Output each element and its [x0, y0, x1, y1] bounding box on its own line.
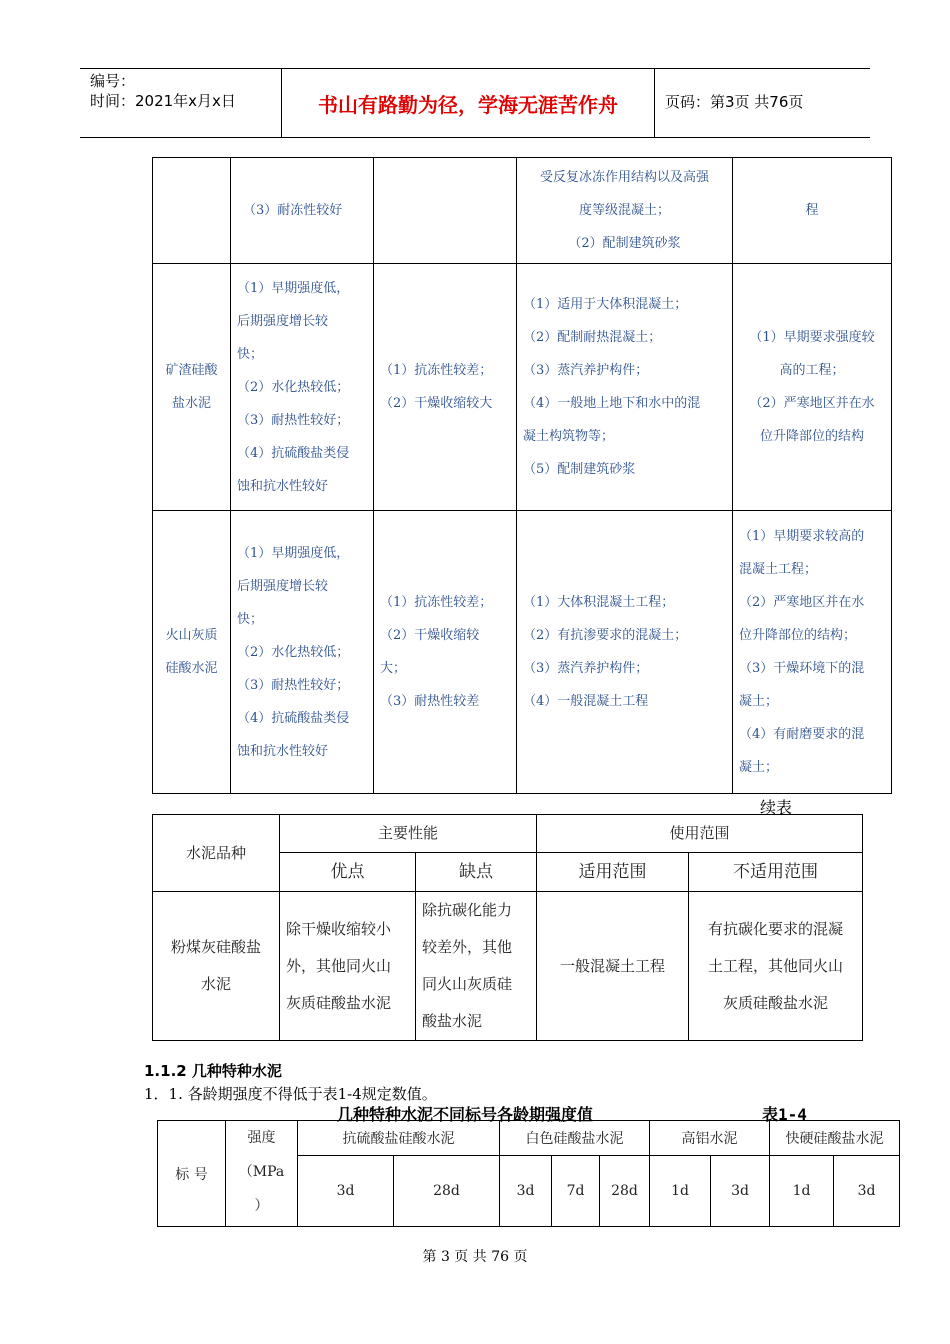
- header-page-info: 页码：第3页 共76页: [665, 93, 804, 111]
- cell-line: （2）干燥收缩较大: [380, 396, 493, 411]
- cement-name-cell: [153, 158, 231, 264]
- cell-line: 除干燥收缩较小: [286, 919, 392, 938]
- column-header-variety: 水泥品种: [153, 815, 280, 892]
- cell-line: （3）干燥环境下的混: [739, 661, 865, 676]
- cell-line: 矿渣硅酸: [165, 363, 218, 378]
- cell-line: 同火山灰质硅: [422, 975, 513, 993]
- cell-line: 较差外，其他: [422, 938, 513, 956]
- header-motto: 书山有路勤为径，学海无涯苦作舟: [318, 92, 618, 117]
- column-group-rapid-hardening: 快硬硅酸盐水泥: [770, 1121, 900, 1156]
- cell-line: （5）配制建筑砂浆: [523, 462, 636, 477]
- cell-line: （3）耐冻性较好: [243, 203, 343, 218]
- applicable-cell: [517, 511, 733, 794]
- column-header-disadvantages: 缺点: [416, 853, 537, 892]
- cell-line: 大；: [380, 661, 407, 676]
- age-header: 1d: [770, 1156, 834, 1227]
- header-meta: [90, 71, 236, 111]
- not-applicable-cell: [733, 158, 892, 264]
- cell-line: 凝土构筑物等；: [523, 429, 615, 444]
- cell-line: （2）有抗渗要求的混凝土；: [523, 628, 688, 643]
- cell-line: （3）耐热性较好；: [237, 677, 350, 693]
- cell-line: 凝土；: [739, 694, 779, 709]
- cell-line: （1）适用于大体积混凝土；: [523, 297, 688, 312]
- applicable-cell: [517, 158, 733, 264]
- cement-name-cell: [153, 511, 231, 794]
- cell-line: （4）有耐磨要求的混: [739, 727, 865, 742]
- cell-line: 强度: [247, 1130, 276, 1146]
- cell-line: 位升降部位的结构: [759, 429, 864, 444]
- cell-line: 后期强度增长较: [237, 313, 329, 329]
- cell-line: 火山灰质: [165, 628, 218, 643]
- cell-line: （MPa: [238, 1164, 285, 1180]
- cell-line: 程: [805, 203, 819, 218]
- table-row: [153, 892, 863, 1041]
- column-header-grade: 标 号: [158, 1121, 226, 1227]
- disadvantages-cell: [416, 892, 537, 1041]
- cell-line: （2）配制建筑砂浆: [568, 236, 681, 251]
- age-header: 3d: [500, 1156, 552, 1227]
- cell-line: （1）早期要求强度较: [749, 330, 875, 345]
- cell-line: 盐水泥: [171, 396, 211, 411]
- cell-line: 硅酸水泥: [165, 661, 218, 676]
- cell-line: 蚀和抗水性较好: [237, 743, 329, 759]
- cement-name-cell: [153, 892, 280, 1041]
- cell-line: （1）大体积混凝土工程；: [523, 595, 675, 610]
- cell-line: （1）抗冻性较差；: [380, 595, 493, 610]
- cell-line: （1）早期强度低，: [237, 280, 350, 296]
- cell-line: （4）一般混凝土工程: [523, 694, 649, 709]
- cell-line: （3）耐热性较好；: [237, 412, 350, 428]
- column-header-strength: [226, 1121, 298, 1227]
- page-header: [80, 68, 870, 138]
- cell-line: （2）严寒地区并在水: [739, 595, 865, 610]
- cell-line: （2）水化热较低；: [237, 644, 350, 660]
- cell-line: （2）水化热较低；: [237, 379, 350, 395]
- disadvantages-cell: [374, 511, 517, 794]
- cell-line: 快；: [237, 611, 264, 627]
- header-time-label: 时间：2021年x月x日: [90, 92, 236, 110]
- cell-line: （4）一般地上地下和水中的混: [523, 396, 701, 411]
- cell-line: 位升降部位的结构；: [739, 628, 857, 643]
- age-header: 3d: [711, 1156, 770, 1227]
- cell-line: （1）早期强度低，: [237, 545, 350, 561]
- cement-table-part2: [152, 814, 863, 1041]
- column-header-advantages: 优点: [280, 853, 416, 892]
- age-header: 7d: [552, 1156, 600, 1227]
- table-row: [153, 511, 892, 794]
- header-number-label: 编号：: [90, 72, 136, 90]
- table-number: 表1-4: [762, 1105, 807, 1124]
- table-header-row: [153, 815, 863, 853]
- page-footer: 第 3 页 共 76 页: [422, 1249, 528, 1265]
- cell-line: （2）干燥收缩较: [380, 628, 480, 643]
- cell-line: 粉煤灰硅酸盐: [170, 938, 261, 956]
- cell-line: （4）抗硫酸盐类侵: [237, 710, 350, 726]
- cell-line: 灰质硅酸盐水泥: [723, 993, 829, 1012]
- cell-line: （1）抗冻性较差；: [380, 363, 493, 378]
- cell-line: ）: [254, 1198, 269, 1214]
- column-group-white-cement: 白色硅酸盐水泥: [500, 1121, 650, 1156]
- age-header: 3d: [298, 1156, 394, 1227]
- advantages-cell: [231, 264, 374, 511]
- advantages-cell: [231, 511, 374, 794]
- column-group-sulfate-resistant: 抗硫酸盐硅酸水泥: [298, 1121, 500, 1156]
- section-text: 1．1. 各龄期强度不得低于表1-4规定数值。: [144, 1085, 437, 1103]
- continued-label: 续表: [760, 798, 793, 817]
- column-header-not-applicable: 不适用范围: [689, 853, 863, 892]
- cell-line: 除抗碳化能力: [422, 901, 513, 919]
- cell-line: （3）耐热性较差: [380, 694, 480, 709]
- cell-line: 快；: [237, 346, 264, 362]
- column-header-applicable: 适用范围: [537, 853, 689, 892]
- table-header-row: [158, 1121, 900, 1156]
- cell-line: 度等级混凝土；: [578, 203, 670, 218]
- applicable-cell: [537, 892, 689, 1041]
- cell-line: 受反复冰冻作用结构以及高强: [539, 170, 709, 185]
- age-header: 28d: [394, 1156, 500, 1227]
- age-header: 3d: [834, 1156, 900, 1227]
- cell-line: 高的工程；: [779, 363, 845, 378]
- advantages-cell: [231, 158, 374, 264]
- cell-line: 后期强度增长较: [237, 578, 329, 594]
- column-group-usage: 使用范围: [537, 815, 863, 853]
- cell-line: 混凝土工程；: [739, 562, 818, 577]
- not-applicable-cell: [733, 511, 892, 794]
- cell-line: （4）抗硫酸盐类侵: [237, 445, 350, 461]
- strength-table: [157, 1120, 900, 1227]
- cell-line: 外，其他同火山: [286, 956, 392, 975]
- cell-line: 凝土；: [739, 760, 779, 775]
- table-row: [153, 264, 892, 511]
- cell-line: 酸盐水泥: [422, 1012, 483, 1030]
- age-header: 28d: [600, 1156, 650, 1227]
- table-row: [153, 158, 892, 264]
- cell-line: （3）蒸汽养护构件；: [523, 661, 649, 676]
- header-divider: [654, 69, 655, 137]
- cement-name-cell: [153, 264, 231, 511]
- cement-table-part1: [152, 157, 892, 794]
- cell-line: 土工程，其他同火山: [708, 956, 844, 975]
- advantages-cell: [280, 892, 416, 1041]
- section-heading: 1.1.2 几种特种水泥: [144, 1062, 282, 1080]
- column-group-high-alumina: 高铝水泥: [650, 1121, 770, 1156]
- applicable-cell: [517, 264, 733, 511]
- cell-line: （2）严寒地区并在水: [749, 396, 875, 411]
- cell-line: （1）早期要求较高的: [739, 529, 865, 544]
- column-group-performance: 主要性能: [280, 815, 537, 853]
- disadvantages-cell: [374, 264, 517, 511]
- cell-line: 有抗碳化要求的混凝: [708, 919, 844, 938]
- cell-line: 灰质硅酸盐水泥: [286, 993, 392, 1012]
- disadvantages-cell: [374, 158, 517, 264]
- not-applicable-cell: [733, 264, 892, 511]
- cell-line: 水泥: [200, 975, 231, 993]
- table-title: 几种特种水泥不同标号各龄期强度值: [337, 1105, 594, 1124]
- cell-line: 蚀和抗水性较好: [237, 478, 329, 494]
- age-header: 1d: [650, 1156, 711, 1227]
- cell-line: （2）配制耐热混凝土；: [523, 330, 662, 345]
- cell-line: 一般混凝土工程: [560, 956, 666, 975]
- cell-line: （3）蒸汽养护构件；: [523, 363, 649, 378]
- not-applicable-cell: [689, 892, 863, 1041]
